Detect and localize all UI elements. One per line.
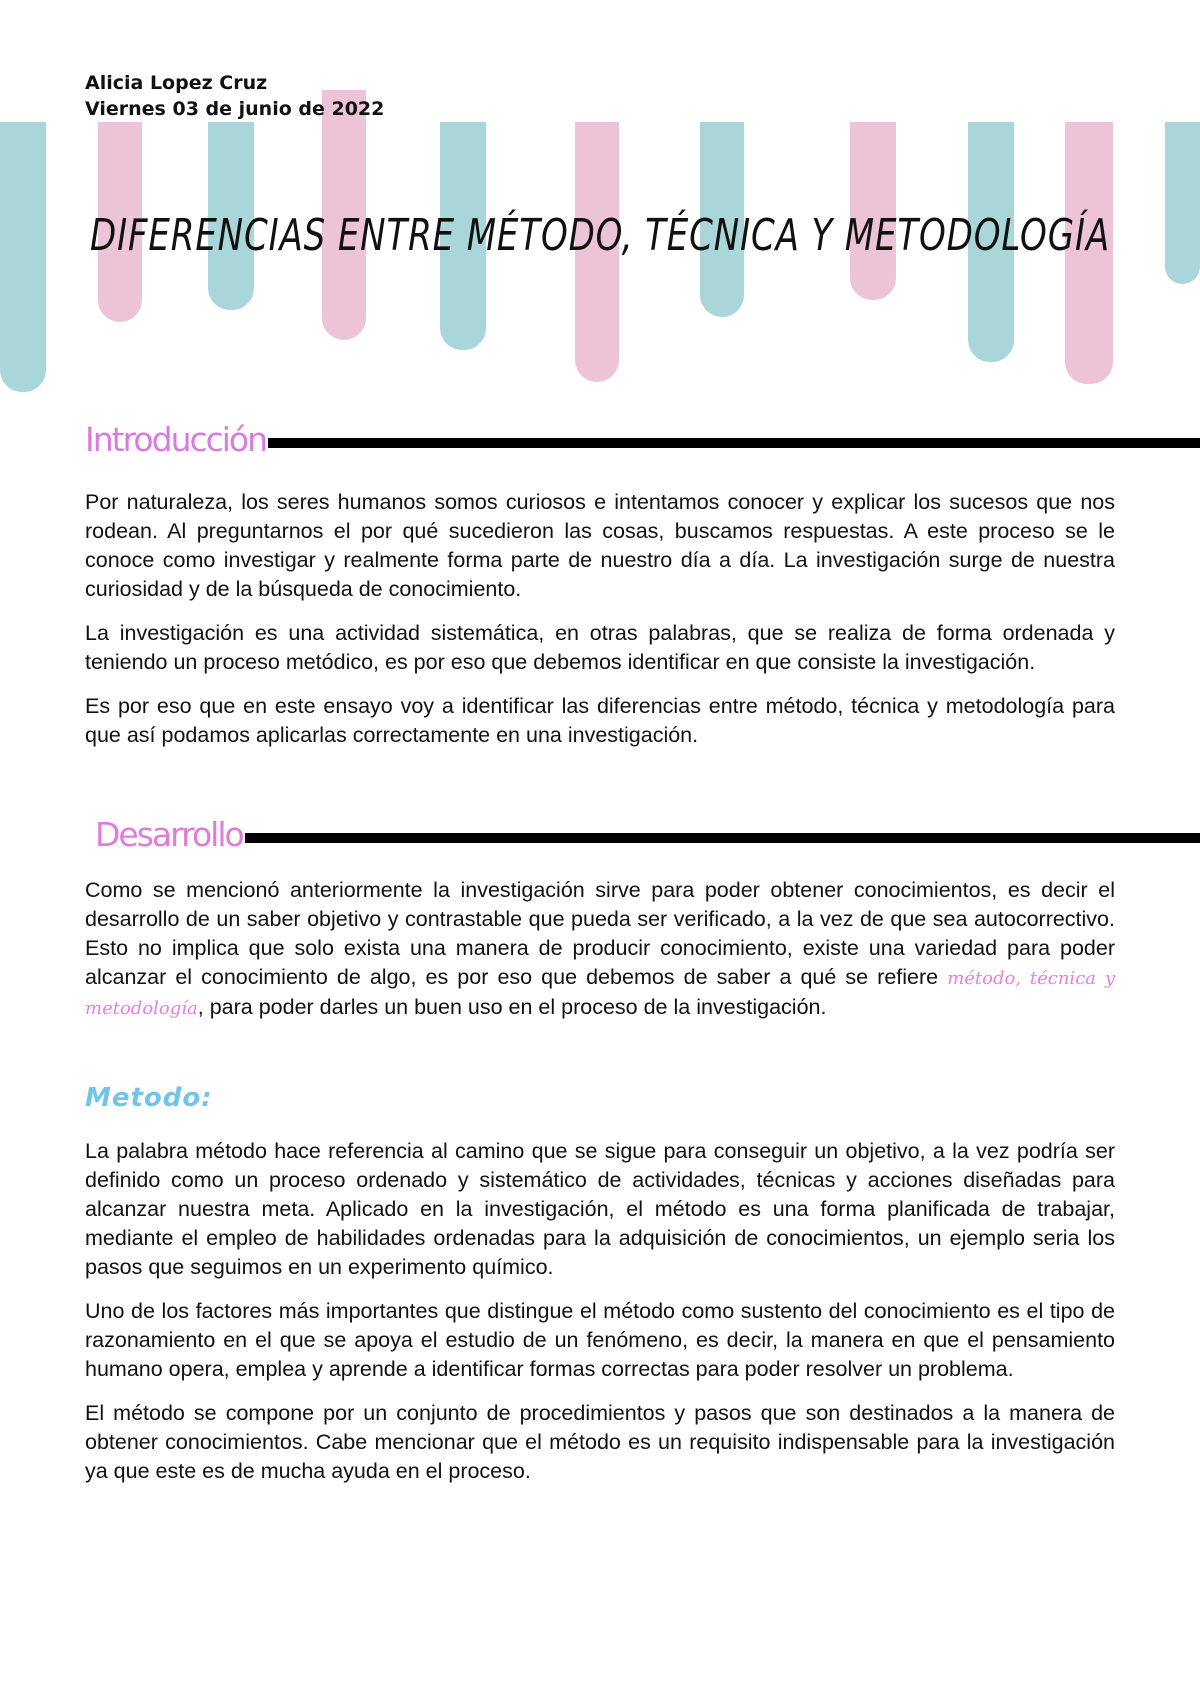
document-title: DIFERENCIAS ENTRE MÉTODO, TÉCNICA Y METODOLOGÍA — [90, 210, 1110, 261]
document-date: Viernes 03 de junio de 2022 — [85, 98, 385, 120]
paragraph: Por naturaleza, los seres humanos somos curiosos e intentamos conocer y explicar los sucesos que nos rodean. Al preguntarnos el por qué sucedieron las cosas, buscamos respuestas. A este proceso se le conoce como investigar y realmente forma parte de nuestro día a día. La investigación surge de nuestra curiosidad y de la búsqueda de conocimiento. — [85, 490, 1115, 601]
paragraph: Uno de los factores más importantes que distingue el método como sustento del conocimiento es el tipo de razonamiento en el que se apoya el estudio de un fenómeno, es decir, la manera en que el pensamiento humano opera, emplea y aprende a identificar formas correctas para poder resolver un problema. — [85, 1299, 1115, 1381]
text-run: Como se mencionó anteriormente la investigación sirve para poder obtener conocimientos, es decir el desarrollo de un saber objetivo y contrastable que pueda ser verificado, a la vez de que sea autocorrectivo. Esto no implica que solo exista una manera de producir conocimiento, existe una variedad para poder alcanzar el conocimiento de algo, es por eso que debemos de saber a qué se refiere — [85, 878, 1115, 989]
intro-section — [85, 488, 1115, 765]
paragraph — [85, 876, 1115, 1023]
paragraph: El método se compone por un conjunto de procedimientos y pasos que son destinados a la manera de obtener conocimientos. Cabe mencionar que el método es un requisito indispensable para la investigación ya que este es de mucha ayuda en el proceso. — [85, 1401, 1115, 1483]
paragraph: La palabra método hace referencia al camino que se sigue para conseguir un objetivo, a la vez podría ser definido como un proceso ordenado y sistemático de actividades, técnicas y acciones diseñadas para alcanzar nuestra meta. Aplicado en la investigación, el método es una forma planificada de trabajar, mediante el empleo de habilidades ordenadas para la adquisición de conocimientos, un ejemplo seria los pasos que seguimos en un experimento químico. — [85, 1139, 1115, 1279]
decor-stripe — [1165, 122, 1200, 284]
text-run: , para poder darles un buen uso en el proceso de la investigación. — [197, 995, 827, 1019]
decor-stripe — [0, 122, 46, 392]
section-heading-label: Introducción — [85, 420, 267, 459]
development-section — [85, 876, 1115, 1038]
section-divider — [268, 438, 1200, 448]
author-name: Alicia Lopez Cruz — [85, 72, 268, 94]
highlighted-terms: método, técnica y metodología — [85, 968, 1115, 1019]
section-heading-development — [95, 815, 1200, 854]
section-heading-intro — [85, 420, 1200, 459]
paragraph: La investigación es una actividad sistemática, en otras palabras, que se realiza de forma ordenada y teniendo un proceso metódico, es por eso que debemos identificar en que consiste la investigación. — [85, 621, 1115, 674]
section-heading-label: Desarrollo — [95, 815, 243, 854]
section-divider — [245, 833, 1200, 843]
paragraph: Es por eso que en este ensayo voy a identificar las diferencias entre método, técnica y metodología para que así podamos aplicarlas correctamente en una investigación. — [85, 694, 1115, 747]
metodo-section — [85, 1137, 1115, 1501]
author-block — [85, 70, 384, 122]
subheading-metodo: Metodo: — [85, 1083, 213, 1113]
